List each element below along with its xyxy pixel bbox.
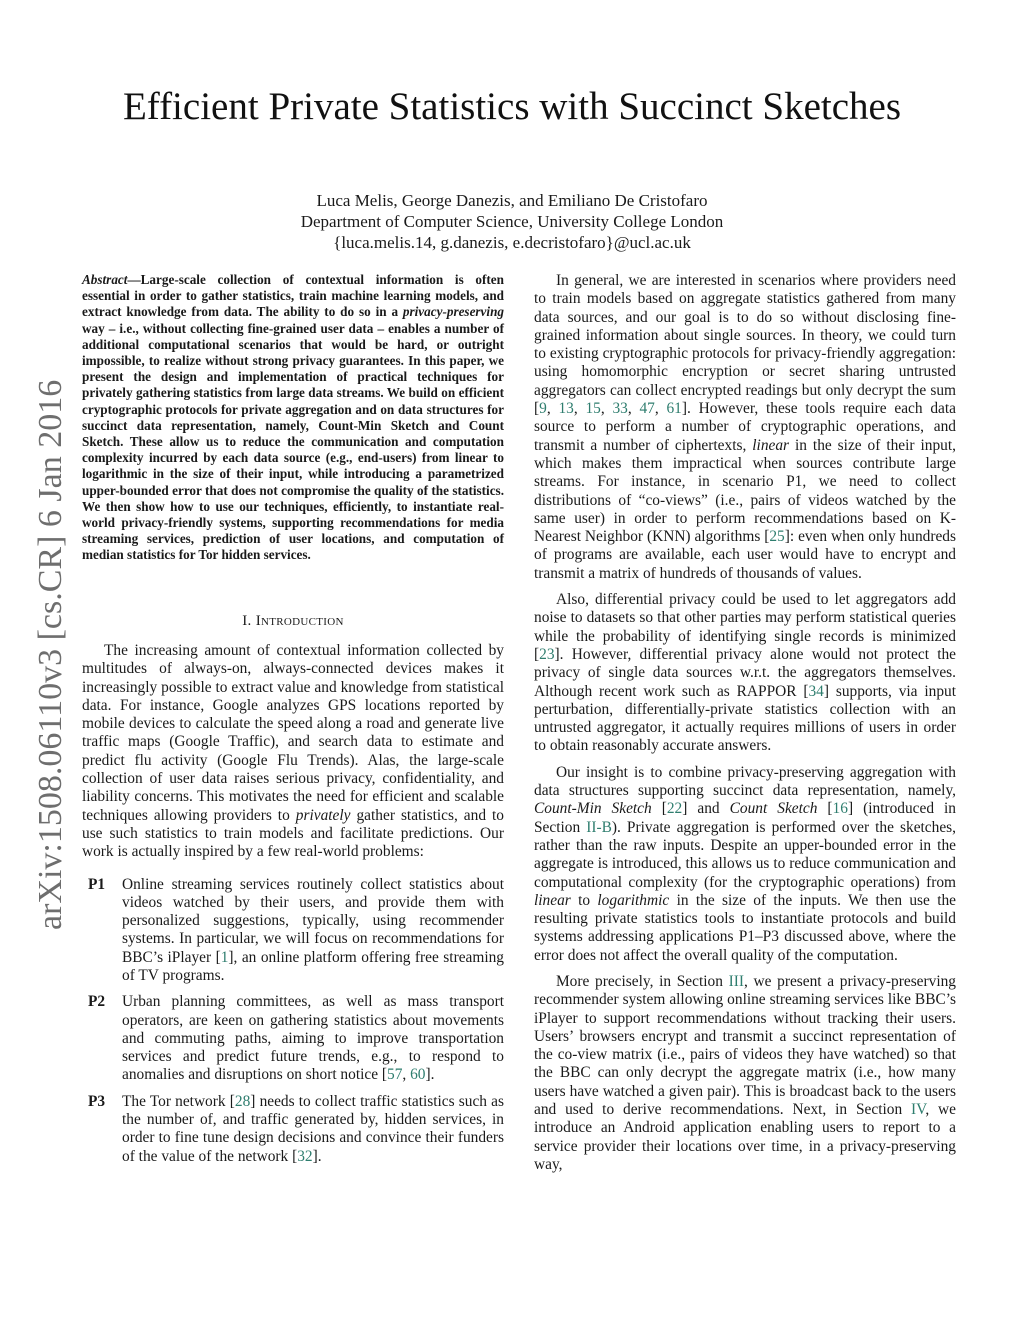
problem-label: P1 <box>88 875 106 893</box>
body-paragraph: In general, we are interested in scenarios where providers need to train models based on aggregate statistics gathered from many data sources, and our goal is to do so without disclosing fine-grained information about single sources. In theory, we could turn to existing cryptographic protocols for privacy-friendly aggregation: using homomorphic encryption or secret sharing untrusted aggregators can collect encrypted readings but only decrypt the sum [9, 13, 15, 33, 47, 61]. However, these tools require each data source to perform a number of cryptographic operations, and transmit a number of ciphertexts, linear in the size of their input, which makes them impractical when sources contribute large streams. For instance, in scenario P1, we need to collect distributions of “co-views” (i.e., pairs of videos watched by the same user) in order to perform recommendations based on K-Nearest Neighbor (KNN) algorithms [25]: even when only hundreds of programs are available, each user would have to encrypt and transmit a matrix of hundreds of thousands of values. <box>534 272 956 582</box>
section-link[interactable]: III <box>728 972 744 990</box>
problem-item <box>82 993 504 1084</box>
body-paragraph: Our insight is to combine privacy-preserving aggregation with data structures supporting succinct data representation, namely, Count-Min Sketch [22] and Count Sketch [16] (introduced in Section II-B). Private aggregation is performed over the sketches, rather than the raw inputs. Despite an upper-bounded error in the aggregate is introduced, this allows us to reduce communication and computational complexity (for the cryptographic operations) from linear to logarithmic in the size of the inputs. We then use the resulting private statistics tools to instantiate protocols and build systems addressing applications P1–P3 discussed above, where the error does not affect the overall quality of the computation. <box>534 763 956 964</box>
citation-link[interactable]: 61 <box>666 400 682 418</box>
citation-link[interactable]: 34 <box>808 682 824 700</box>
arxiv-identifier: arXiv:1508.06110v3 [cs.CR] 6 Jan 2016 <box>32 379 69 930</box>
citation-link[interactable]: 47 <box>639 400 655 418</box>
author-emails: {luca.melis.14, g.danezis, e.decristofaro}@ucl.ac.uk <box>333 233 691 252</box>
author-names: Luca Melis, George Danezis, and Emiliano De Cristofaro <box>316 191 708 210</box>
problem-label: P3 <box>88 1092 106 1110</box>
citation-link[interactable]: 9 <box>539 400 547 418</box>
right-column <box>534 272 956 1182</box>
problem-text: The Tor network [28] needs to collect traffic statistics such as the number of, and traffic generated by, hidden services, in order to fine tune design decisions and convince their funders of the value of the network [32]. <box>122 1092 504 1165</box>
affiliation: Department of Computer Science, University College London <box>300 212 724 231</box>
section-link[interactable]: II-B <box>586 818 612 836</box>
intro-paragraph: The increasing amount of contextual information collected by multitudes of always-on, always-connected devices makes it increasingly possible to extract value and knowledge from statistical data. For instance, Google analyzes GPS locations reported by mobile devices to calculate the speed along a road and generate live traffic maps (Google Traffic), and search data to estimate and predict flu activity (Google Flu Trends). Alas, the large-scale collection of user data raises serious privacy, confidentiality, and liability concerns. This motivates the need for efficient and scalable techniques allowing providers to privately gather statistics, and to use such statistics to train models and facilitate predictions. Our work is actually inspired by a few real-world problems: <box>82 641 504 861</box>
citation-link[interactable]: 57 <box>387 1066 403 1084</box>
section-link[interactable]: IV <box>911 1101 926 1119</box>
abstract-label: Abstract <box>82 272 128 287</box>
problem-item <box>82 876 504 986</box>
author-block <box>0 190 1024 253</box>
citation-link[interactable]: 22 <box>666 800 683 818</box>
problem-label: P2 <box>88 993 106 1011</box>
citation-link[interactable]: 1 <box>220 948 229 966</box>
citation-link[interactable]: 28 <box>234 1092 251 1110</box>
abstract: Abstract—Large-scale collection of contextual information is often essential in order to gather statistics, train machine learning models, and extract knowledge from data. The ability to do so in a privacy-preserving way – i.e., without collecting fine-grained user data – enables a number of additional computational scenarios that would be hard, or outright impossible, to realize without strong privacy guarantees. In this paper, we present the design and implementation of practical techniques for privately gathering statistics from large data streams. We build on efficient cryptographic protocols for private aggregation and on data structures for succinct data representation, namely, Count-Min Sketch and Count Sketch. These allow us to reduce the communication and computation complexity incurred by each data source (e.g., end-users) from linear to logarithmic in the size of their input, while introducing a parametrized upper-bounded error that does not compromise the quality of the statistics. We then show how to use our techniques, efficiently, to instantiate real-world privacy-friendly systems, supporting recommendations for media streaming services, prediction of user locations, and computation of median statistics for Tor hidden services. <box>82 272 504 563</box>
body-paragraph: Also, differential privacy could be used to let aggregators add noise to datasets so that other parties may perform statistical queries while the probability of identifying single records is minimized [23]. However, differential privacy alone would not protect the privacy of single data sources w.r.t. the aggregators themselves. Although recent work such as RAPPOR [34] supports, via input perturbation, differentially-private statistics collection with an untrusted aggregator, it actually requires millions of users in order to obtain reasonably accurate answers. <box>534 591 956 755</box>
citation-link[interactable]: 25 <box>769 528 785 546</box>
problem-text: Urban planning committees, as well as mass transport operators, are keen on gathering statistics about movements and commuting paths, aiming to improve transportation services and predict future trends, e.g., to respond to anomalies and disruptions on short notice [57, 60]. <box>122 993 504 1084</box>
citation-link[interactable]: 15 <box>585 400 601 418</box>
citation-link[interactable]: 33 <box>612 400 628 418</box>
citation-link[interactable]: 13 <box>558 400 574 418</box>
citation-link[interactable]: 16 <box>832 800 848 818</box>
body-paragraph: More precisely, in Section III, we present a privacy-preserving recommender system allowing online streaming services like BBC’s iPlayer to support recommendations without tracking their users. Users’ browsers encrypt and transmit a succinct representation of the co-view matrix (i.e., pairs of videos they have watched) so that the BBC can only decrypt the aggregate matrix (i.e., how many users have watched a given pair). This is broadcast back to the users and used to derive recommendations. Next, in Section IV, we introduce an Android application enabling users to report to a service provider their locations over time, in a privacy-preserving way, <box>534 972 956 1173</box>
citation-link[interactable]: 32 <box>297 1147 313 1165</box>
citation-link[interactable]: 60 <box>410 1066 426 1084</box>
section-heading-introduction: I. Introduction <box>242 612 344 629</box>
left-column <box>82 272 504 1174</box>
problem-text: Online streaming services routinely collect statistics about videos watched by their users, and provide them with personalized suggestions, typically, using recommender systems. In particular, we will focus on recommendations for BBC’s iPlayer [1], an online platform offering free streaming of TV programs. <box>122 875 504 984</box>
problem-list <box>82 876 504 1166</box>
problem-item <box>82 1093 504 1166</box>
citation-link[interactable]: 23 <box>539 645 555 663</box>
paper-title: Efficient Private Statistics with Succinct Sketches <box>122 85 902 128</box>
